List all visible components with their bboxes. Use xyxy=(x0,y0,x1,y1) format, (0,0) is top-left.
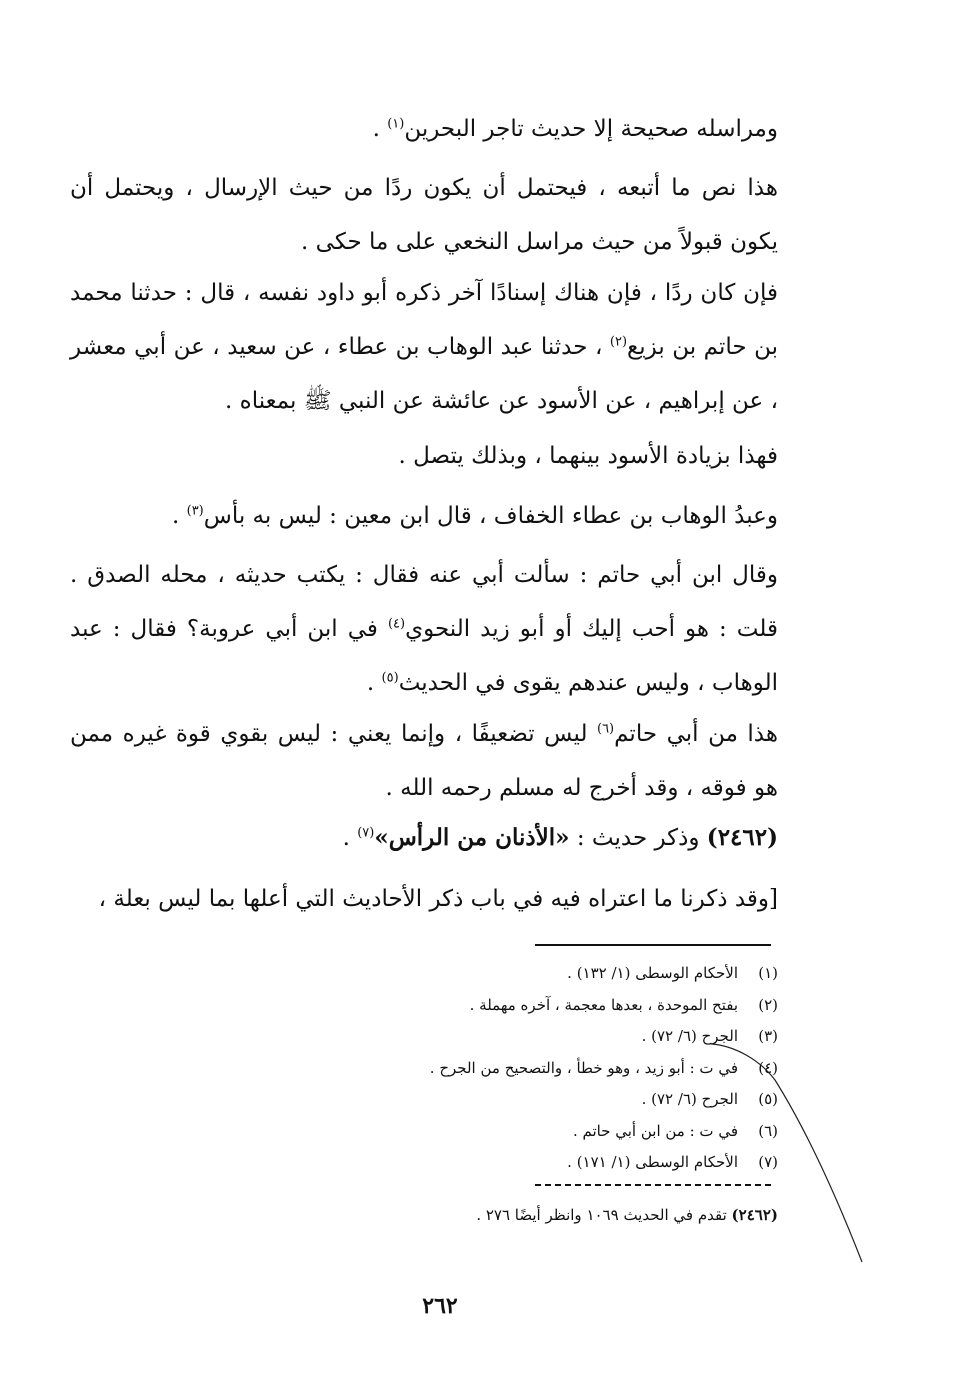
hadith-note-text: تقدم في الحديث ١٠٦٩ وانظر أيضًا ٢٧٦ . xyxy=(476,1206,732,1224)
hadith-heading xyxy=(70,811,778,865)
footnote-item xyxy=(380,1053,778,1085)
footnote-item xyxy=(380,1021,778,1053)
footnote-number: (٢) xyxy=(758,995,778,1014)
footnote-ref: (٧) xyxy=(357,825,375,841)
paragraph-text: ليس تضعيفًا ، وإنما يعني : ليس بقوي قوة غيره ممن هو فوقه ، وقد أخرج له مسلم رحمه الله . xyxy=(70,721,778,801)
footnote-text: الجرح (٦/ ٧٢) . xyxy=(641,1090,738,1108)
footnote-number: (٦) xyxy=(758,1121,778,1140)
paragraph-text: فهذا بزيادة الأسود بينهما ، وبذلك يتصل . xyxy=(398,443,778,469)
footnote-number: (٤) xyxy=(758,1058,778,1077)
footnote-number: (٧) xyxy=(758,1153,778,1171)
footnote-ref: (٢) xyxy=(609,334,628,350)
footnote-text: الجرح (٦/ ٧٢) . xyxy=(641,1027,738,1045)
footnote-ref: (٤) xyxy=(387,616,406,632)
paragraph-7 xyxy=(70,707,778,815)
paragraph-6 xyxy=(70,548,778,710)
footnote-number: (٥) xyxy=(758,1090,778,1108)
paragraph-3 xyxy=(70,266,778,428)
footnote-ref: (٦) xyxy=(596,721,615,737)
page-number: ٢٦٢ xyxy=(422,1293,458,1319)
paragraph-9 xyxy=(70,872,778,926)
paragraph-text: هذا من أبي حاتم xyxy=(614,721,779,747)
punctuation: . xyxy=(171,503,187,529)
footnotes-list xyxy=(380,958,778,1179)
paragraph-text: ، حدثنا عبد الوهاب بن عطاء ، عن سعيد ، عن أبي معشر ، عن إبراهيم ، عن الأسود عن عائشة عن النبي ﷺ بمعناه . xyxy=(70,334,778,414)
footnote-ref: (٣) xyxy=(186,503,204,519)
footnote-text: في ت : من ابن أبي حاتم . xyxy=(572,1121,738,1140)
paragraph-text: وقال ابن أبي حاتم : سألت أبي عنه فقال : يكتب حديثه ، محله الصدق . قلت : هو أحب إليك أو أبو زيد النحوي xyxy=(70,562,778,642)
footnote-text: في ت : أبو زيد ، وهو خطأ ، والتصحيح من الجرح . xyxy=(429,1058,738,1077)
paragraph-text: فإن كان ردًا ، فإن هناك إسنادًا آخر ذكره أبو داود نفسه ، قال : حدثنا محمد بن حاتم بن بزيع xyxy=(70,280,778,360)
hadith-note-number: (٢٤٦٢) xyxy=(731,1206,778,1224)
punctuation: . xyxy=(372,116,388,142)
footnote-number: (١) xyxy=(758,964,778,982)
hadith-note xyxy=(380,1200,778,1230)
footnote-item xyxy=(380,1116,778,1148)
footnote-item xyxy=(380,1147,778,1179)
paragraph-text: هذا نص ما أتبعه ، فيحتمل أن يكون ردًا من حيث الإرسال ، ويحتمل أن يكون قبولاً من حيث مراسل النخعي على ما حكى . xyxy=(70,175,778,255)
hadith-note-divider xyxy=(535,1184,771,1186)
hadith-number: (٢٤٦٢) xyxy=(706,824,778,851)
paragraph-text: ومراسله صحيحة إلا حديث تاجر البحرين xyxy=(404,116,778,142)
footnote-divider xyxy=(535,944,771,946)
footnote-text: الأحكام الوسطى (١/ ١٧١) . xyxy=(567,1153,738,1171)
footnote-text: الأحكام الوسطى (١/ ١٣٢) . xyxy=(567,964,738,982)
footnote-text: بفتح الموحدة ، بعدها معجمة ، آخره مهملة . xyxy=(469,995,738,1014)
footnote-item xyxy=(380,958,778,990)
footnote-ref: (٥) xyxy=(381,670,399,686)
punctuation: . xyxy=(366,670,382,696)
paragraph-text: وذكر حديث : xyxy=(569,825,707,851)
footnote-ref: (١) xyxy=(387,116,405,132)
paragraph-text: وعبدُ الوهاب بن عطاء الخفاف ، قال ابن معين : ليس به بأس xyxy=(203,503,778,529)
footnote-item xyxy=(380,990,778,1022)
footnote-number: (٣) xyxy=(758,1027,778,1045)
hadith-title: «الأذنان من الرأس» xyxy=(374,824,570,851)
paragraph-1 xyxy=(70,102,778,156)
punctuation: . xyxy=(342,825,358,851)
paragraph-2 xyxy=(70,161,778,269)
paragraph-5 xyxy=(70,489,778,543)
footnote-item xyxy=(380,1084,778,1116)
paragraph-4 xyxy=(70,429,778,483)
paragraph-text: [وقد ذكرنا ما اعتراه فيه في باب ذكر الأحاديث التي أعلها بما ليس بعلة ، xyxy=(98,886,778,912)
paragraph-text: في ابن أبي عروبة؟ فقال : عبد الوهاب ، وليس عندهم يقوى في الحديث xyxy=(70,616,778,696)
